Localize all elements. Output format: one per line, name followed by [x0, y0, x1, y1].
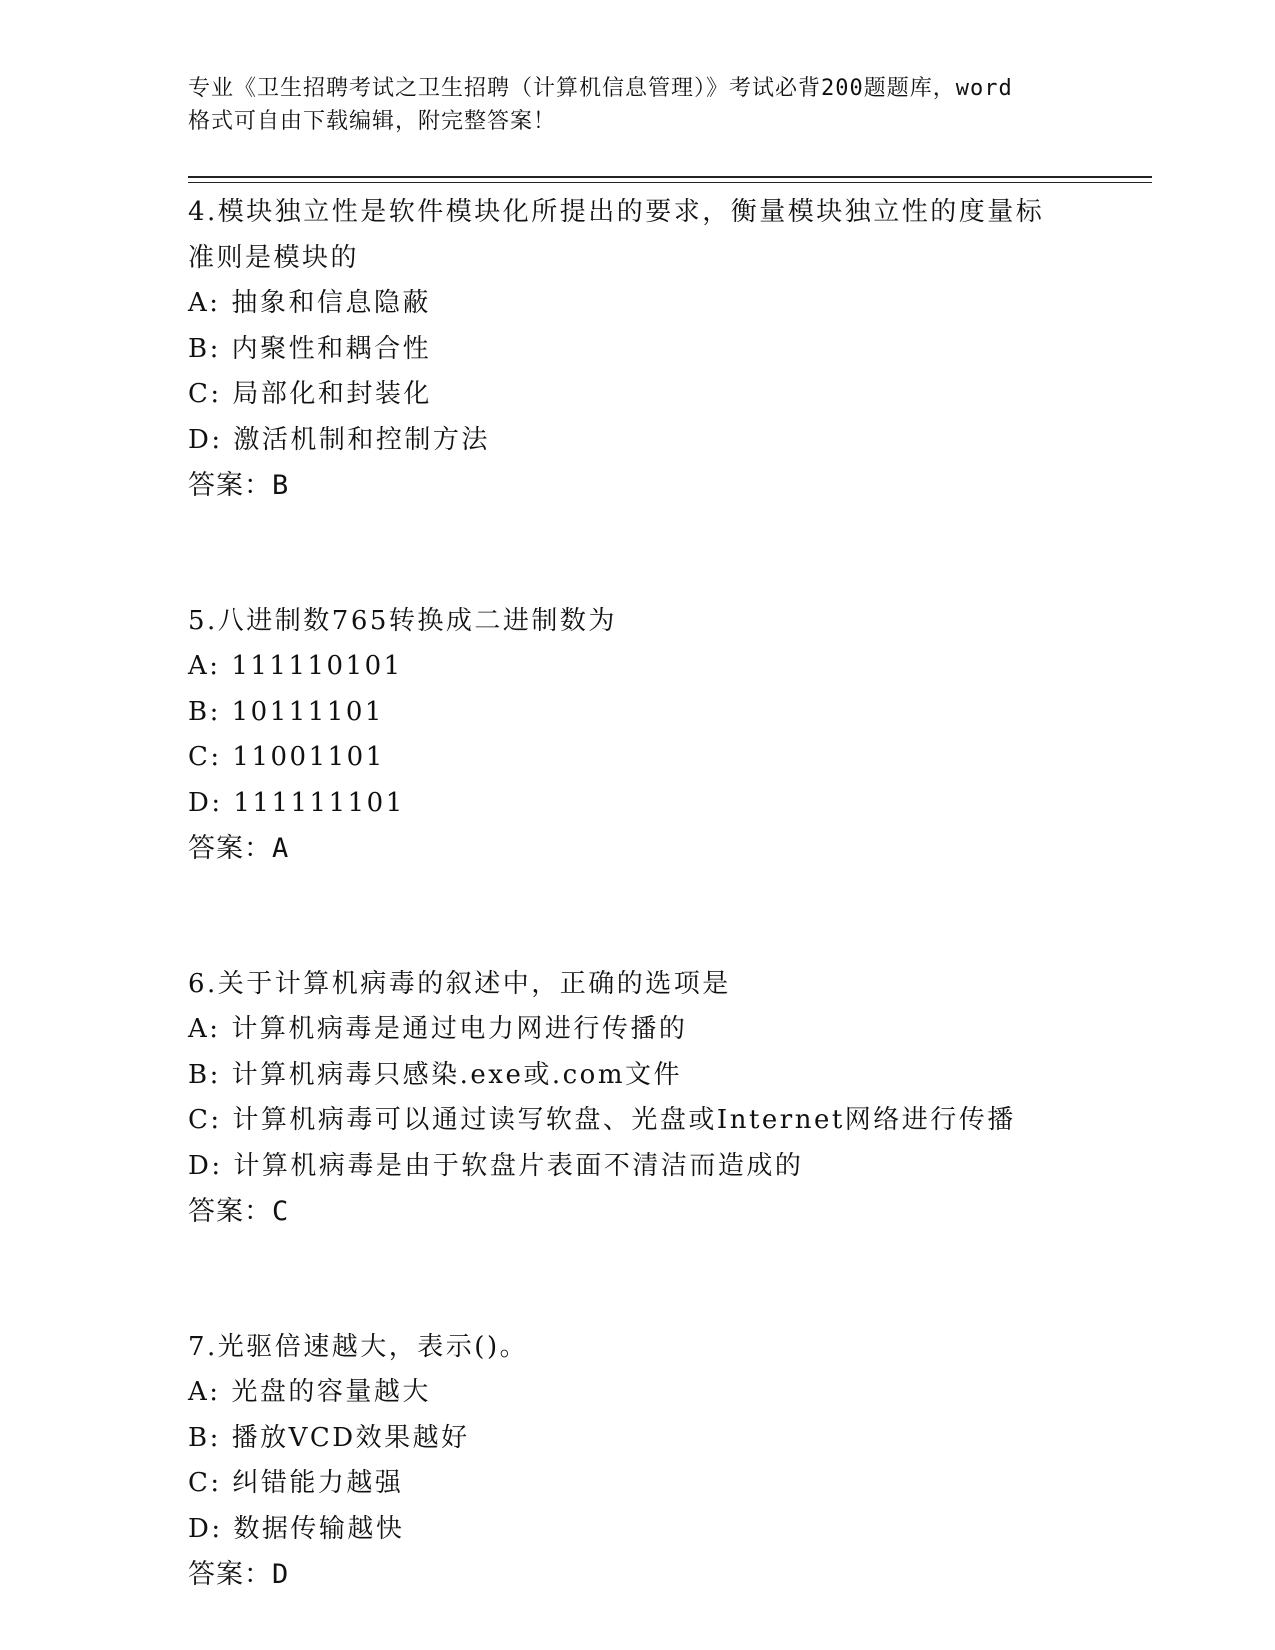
option-d — [188, 1507, 1148, 1553]
header-divider-thin — [188, 182, 1152, 183]
option-text: 计算机病毒可以通过读写软盘、光盘或Internet网络进行传播 — [232, 1105, 1016, 1135]
answer-line: 答案：A — [188, 833, 290, 864]
option-text: 10111101 — [231, 696, 384, 727]
document-header — [188, 72, 1088, 138]
question-5 — [188, 599, 1148, 872]
option-key: A: — [188, 1014, 221, 1044]
option-key: D: — [188, 1150, 223, 1181]
option-c — [188, 1461, 1148, 1507]
option-key: B: — [188, 1422, 221, 1453]
answer-line: 答案：B — [188, 470, 290, 501]
option-key: D: — [188, 1513, 223, 1544]
option-key: C: — [188, 1468, 222, 1498]
option-key: C: — [188, 742, 222, 772]
option-d — [188, 418, 1148, 464]
option-b — [188, 690, 1148, 736]
option-key: A: — [188, 651, 221, 681]
answer-line: 答案：D — [188, 1559, 290, 1590]
option-d — [188, 1144, 1148, 1190]
option-b — [188, 327, 1148, 373]
question-4 — [188, 190, 1148, 509]
header-line-2: 格式可自由下载编辑，附完整答案！ — [188, 109, 557, 134]
option-text: 内聚性和耦合性 — [231, 333, 432, 364]
option-a — [188, 1370, 1148, 1416]
option-text: 局部化和封装化 — [232, 379, 432, 409]
option-text: 计算机病毒是通过电力网进行传播的 — [231, 1014, 688, 1044]
option-text: 数据传输越快 — [233, 1513, 405, 1544]
question-spacer — [188, 1235, 1148, 1325]
option-a — [188, 1007, 1148, 1053]
option-key: A: — [188, 288, 221, 318]
header-divider-thick — [188, 176, 1152, 178]
question-text-line: 7.光驱倍速越大，表示()。 — [188, 1331, 529, 1362]
option-c — [188, 372, 1148, 418]
question-text-line: 4.模块独立性是软件模块化所提出的要求，衡量模块独立性的度量标 — [188, 197, 1045, 227]
answer-line: 答案：C — [188, 1196, 290, 1227]
question-7 — [188, 1325, 1148, 1598]
option-text: 计算机病毒是由于软盘片表面不清洁而造成的 — [233, 1150, 804, 1181]
question-text-line: 6.关于计算机病毒的叙述中，正确的选项是 — [188, 968, 731, 999]
option-text: 播放VCD效果越好 — [231, 1422, 470, 1453]
option-text: 抽象和信息隐蔽 — [231, 288, 431, 318]
question-spacer — [188, 872, 1148, 962]
option-text: 纠错能力越强 — [232, 1468, 404, 1498]
option-a — [188, 281, 1148, 327]
option-key: A: — [188, 1377, 221, 1407]
option-key: B: — [188, 696, 221, 727]
question-text-line: 准则是模块的 — [188, 242, 360, 273]
question-list — [188, 190, 1148, 1598]
option-text: 计算机病毒只感染.exe或.com文件 — [231, 1059, 682, 1090]
option-d — [188, 781, 1148, 827]
option-key: B: — [188, 333, 221, 364]
option-b — [188, 1053, 1148, 1099]
option-key: B: — [188, 1059, 221, 1090]
option-c — [188, 1098, 1148, 1144]
option-key: D: — [188, 787, 223, 818]
question-6 — [188, 962, 1148, 1235]
option-key: C: — [188, 1105, 222, 1135]
option-b — [188, 1416, 1148, 1462]
option-text: 11001101 — [232, 742, 385, 772]
option-c — [188, 735, 1148, 781]
option-text: 激活机制和控制方法 — [233, 424, 490, 455]
question-text-line: 5.八进制数765转换成二进制数为 — [188, 605, 617, 636]
header-line-1: 专业《卫生招聘考试之卫生招聘（计算机信息管理）》考试必背200题题库，word — [188, 76, 1013, 101]
option-a — [188, 644, 1148, 690]
option-text: 111111101 — [233, 787, 405, 818]
option-text: 光盘的容量越大 — [231, 1377, 431, 1407]
option-key: D: — [188, 424, 223, 455]
option-text: 111110101 — [231, 651, 403, 681]
option-key: C: — [188, 379, 222, 409]
question-spacer — [188, 509, 1148, 599]
